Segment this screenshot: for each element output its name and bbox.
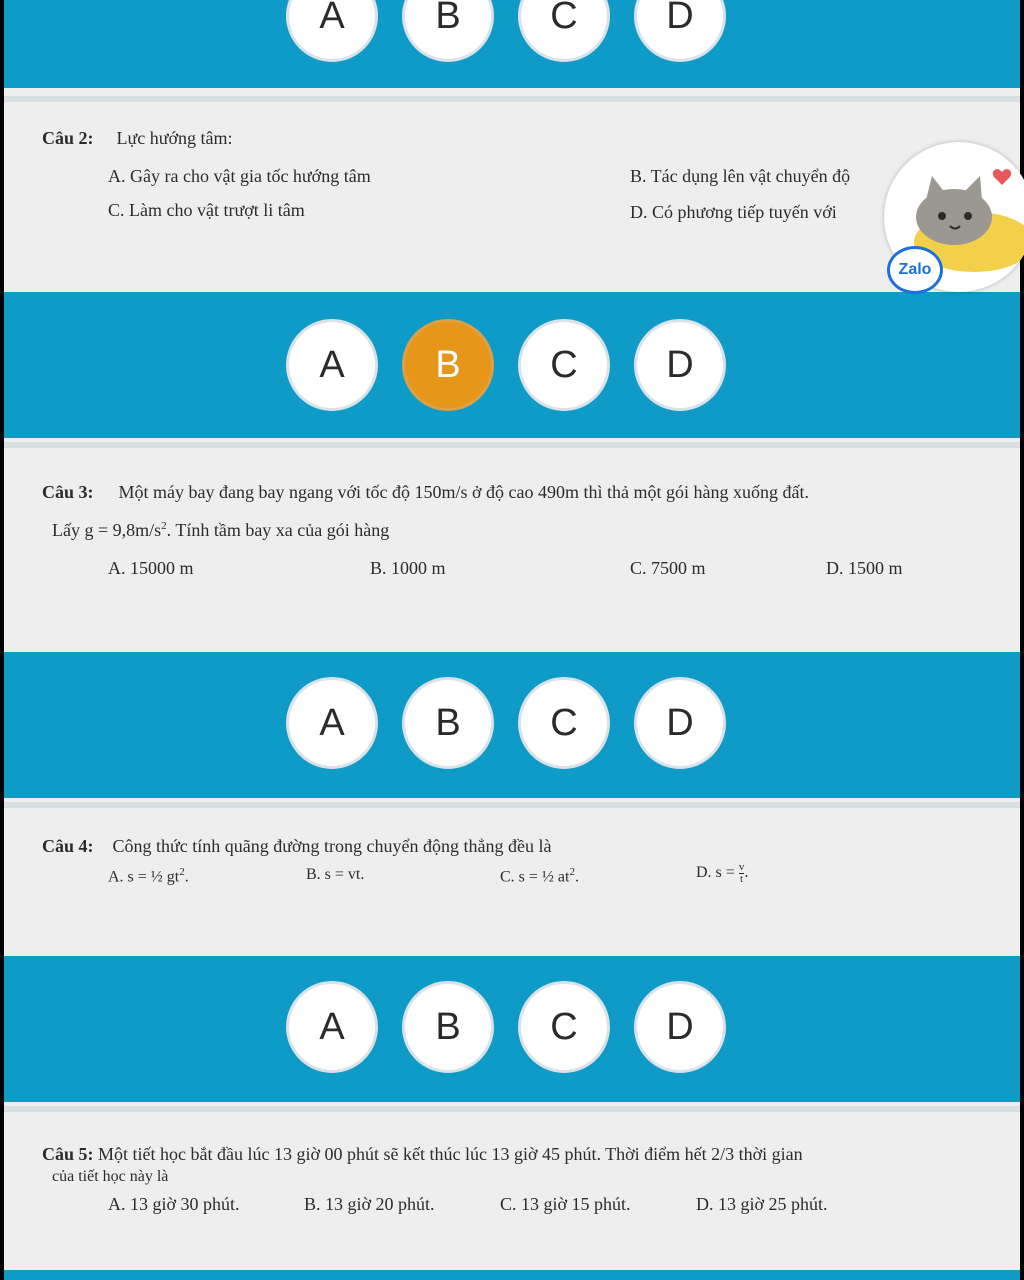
option-c[interactable]: C. 7500 m — [630, 558, 706, 578]
answer-button-d[interactable]: D — [634, 0, 726, 62]
answer-button-d[interactable]: D — [634, 319, 726, 411]
option-b[interactable]: B. 13 giờ 20 phút. — [304, 1194, 435, 1214]
question-number: Câu 4: — [42, 836, 94, 856]
answer-button-b[interactable]: B — [402, 981, 494, 1073]
question-stem: Một tiết học bắt đầu lúc 13 giờ 00 phút sẽ kết thúc lúc 13 giờ 45 phút. Thời điểm hết 2/3 thời gian — [98, 1144, 803, 1164]
question-number: Câu 2: — [42, 128, 94, 148]
question-stem: Một máy bay đang bay ngang với tốc độ 150m/s ở độ cao 490m thì thả một gói hàng xuống đất. — [118, 482, 809, 502]
answer-button-c[interactable]: C — [518, 319, 610, 411]
question-4 — [4, 836, 1020, 946]
question-stem-line-2: Lấy $g = 9,8m/s^2$. Tính tầm bay xa của gói hàng — [52, 520, 390, 540]
answer-band-1 — [4, 0, 1020, 88]
answer-button-d[interactable]: D — [634, 677, 726, 769]
answer-button-b[interactable]: B — [402, 0, 494, 62]
answer-button-b-selected[interactable]: B — [402, 319, 494, 411]
band-divider — [4, 442, 1020, 448]
answer-button-c[interactable]: C — [518, 677, 610, 769]
option-d[interactable]: D. 13 giờ 25 phút. — [696, 1194, 828, 1214]
answer-button-a[interactable]: A — [286, 319, 378, 411]
option-c[interactable]: C. Làm cho vật trượt li tâm — [108, 200, 305, 220]
answer-button-c[interactable]: C — [518, 0, 610, 62]
zalo-logo[interactable]: Zalo — [887, 246, 943, 294]
answer-button-a[interactable]: A — [286, 981, 378, 1073]
answer-band-2 — [4, 292, 1020, 438]
option-d[interactable]: D. s = $\frac{v}{t}$ . — [696, 861, 749, 885]
question-number: Câu 5: — [42, 1144, 94, 1164]
answer-button-d[interactable]: D — [634, 981, 726, 1073]
question-2 — [4, 128, 1020, 288]
answer-button-c[interactable]: C — [518, 981, 610, 1073]
answer-button-b[interactable]: B — [402, 677, 494, 769]
band-divider — [4, 802, 1020, 808]
band-divider — [4, 1106, 1020, 1112]
option-d[interactable]: D. Có phương tiếp tuyến với — [630, 202, 837, 222]
question-5 — [4, 1144, 1020, 1244]
option-b[interactable]: B. 1000 m — [370, 558, 446, 578]
option-c[interactable]: C. 13 giờ 15 phút. — [500, 1194, 631, 1214]
quiz-page — [4, 0, 1020, 1280]
question-stem-line-2: của tiết học này là — [52, 1168, 169, 1185]
option-a[interactable]: A. s = ½ $gt^2$. — [108, 866, 189, 886]
answer-band-5 — [4, 1270, 1020, 1280]
question-stem: Lực hướng tâm: — [116, 128, 233, 148]
fraction: $\frac{v}{t}$ — [738, 861, 745, 885]
option-a[interactable]: A. 13 giờ 30 phút. — [108, 1194, 240, 1214]
answer-band-3 — [4, 652, 1020, 798]
band-divider — [4, 96, 1020, 102]
option-c[interactable]: C. s = ½ $at^2$. — [500, 866, 579, 886]
question-3 — [4, 482, 1020, 632]
answer-band-4 — [4, 956, 1020, 1102]
answer-button-a[interactable]: A — [286, 0, 378, 62]
option-a[interactable]: A. 15000 m — [108, 558, 194, 578]
question-number: Câu 3: — [42, 482, 94, 502]
option-d[interactable]: D. 1500 m — [826, 558, 903, 578]
option-b[interactable]: B. s = vt. — [306, 866, 365, 883]
answer-button-a[interactable]: A — [286, 677, 378, 769]
option-a[interactable]: A. Gây ra cho vật gia tốc hướng tâm — [108, 166, 371, 186]
question-stem: Công thức tính quãng đường trong chuyển động thẳng đều là — [112, 836, 552, 856]
option-b[interactable]: B. Tác dụng lên vật chuyển độ — [630, 166, 851, 186]
